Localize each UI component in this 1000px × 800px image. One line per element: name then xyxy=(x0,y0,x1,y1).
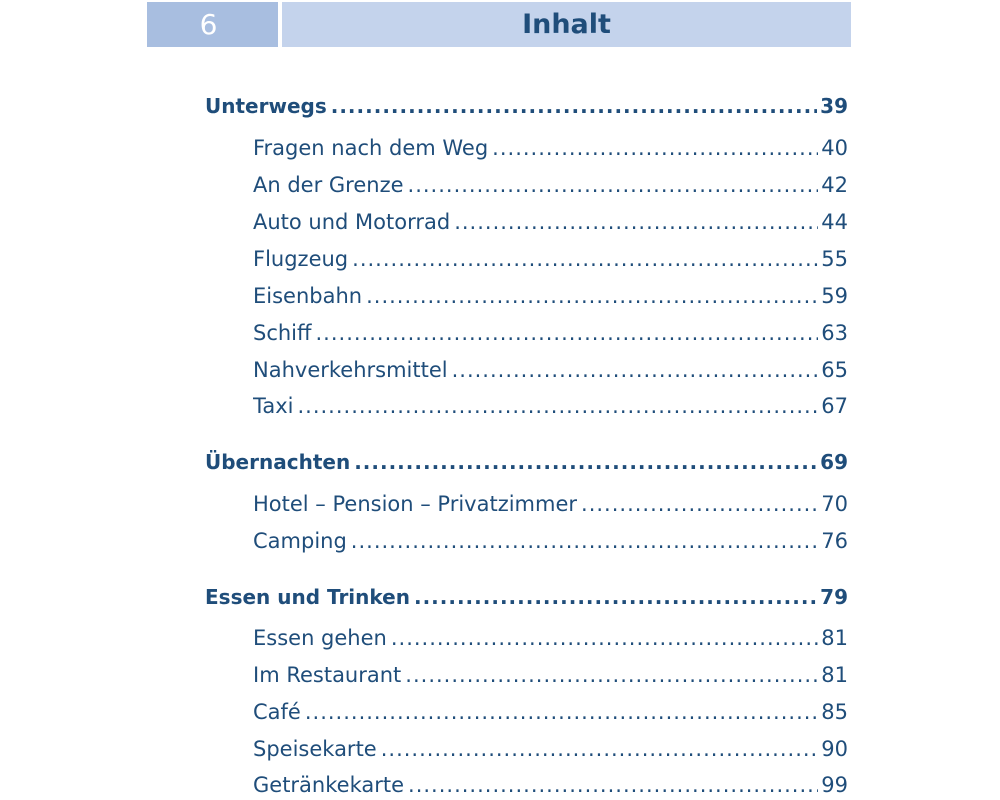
dot-leader xyxy=(408,773,818,797)
toc-entry[interactable] xyxy=(253,284,848,308)
toc-section-title: Unterwegs xyxy=(205,94,327,118)
toc-section-title: Übernachten xyxy=(205,450,351,474)
toc-entry[interactable] xyxy=(253,663,848,687)
toc-entry-page: 76 xyxy=(821,529,848,553)
toc-entry-page: 63 xyxy=(821,321,848,345)
toc-entry-label: Schiff xyxy=(253,321,312,345)
page-header xyxy=(147,2,851,47)
toc-section-unterwegs[interactable] xyxy=(205,94,848,118)
page-number-box xyxy=(147,2,278,47)
dot-leader xyxy=(305,700,818,724)
toc-entry-label: Getränkekarte xyxy=(253,773,405,797)
toc-entry-page: 99 xyxy=(821,773,848,797)
dot-leader xyxy=(408,173,819,197)
page-title-box xyxy=(282,2,851,47)
toc-entry[interactable] xyxy=(253,210,848,234)
toc-entry-page: 81 xyxy=(821,663,848,687)
toc-entry-label: Hotel – Pension – Privatzimmer xyxy=(253,492,578,516)
toc-entry-page: 67 xyxy=(821,394,848,418)
toc-entry-page: 59 xyxy=(821,284,848,308)
toc-entry[interactable] xyxy=(253,394,848,418)
toc-section-uebernachten[interactable] xyxy=(205,450,848,474)
dot-leader xyxy=(405,663,818,687)
toc-entry-page: 81 xyxy=(821,626,848,650)
page-number: 6 xyxy=(199,8,218,41)
toc-entry-page: 44 xyxy=(821,210,848,234)
dot-leader xyxy=(297,394,818,418)
toc-entry-label: Speisekarte xyxy=(253,737,377,761)
toc-section-page: 39 xyxy=(820,94,848,118)
toc-entry[interactable] xyxy=(253,529,848,553)
toc-entry-label: Nahverkehrsmittel xyxy=(253,358,448,382)
toc-entry[interactable] xyxy=(253,773,848,797)
dot-leader xyxy=(454,210,818,234)
dot-leader xyxy=(351,529,818,553)
toc-entry[interactable] xyxy=(253,247,848,271)
toc-entry-label: Taxi xyxy=(253,394,294,418)
toc-entry[interactable] xyxy=(253,492,848,516)
toc-entry-page: 42 xyxy=(821,173,848,197)
dot-leader xyxy=(414,585,817,609)
toc-entry[interactable] xyxy=(253,136,848,160)
toc-section-title: Essen und Trinken xyxy=(205,585,410,609)
toc-section-essen-und-trinken[interactable] xyxy=(205,585,848,609)
dot-leader xyxy=(331,94,817,118)
toc-entry-label: Flugzeug xyxy=(253,247,349,271)
toc-entry-page: 70 xyxy=(821,492,848,516)
toc-entry-page: 65 xyxy=(821,358,848,382)
toc-entry-label: Essen gehen xyxy=(253,626,387,650)
toc-entry-label: Camping xyxy=(253,529,347,553)
toc-entry-page: 85 xyxy=(821,700,848,724)
dot-leader xyxy=(391,626,818,650)
page-title: Inhalt xyxy=(522,9,611,40)
dot-leader xyxy=(492,136,818,160)
toc-entry[interactable] xyxy=(253,700,848,724)
toc-entry-label: Fragen nach dem Weg xyxy=(253,136,489,160)
toc-entry-label: Auto und Motorrad xyxy=(253,210,451,234)
toc-entry-label: Café xyxy=(253,700,301,724)
toc-entry-label: An der Grenze xyxy=(253,173,404,197)
toc-section-page: 79 xyxy=(820,585,848,609)
toc-entry[interactable] xyxy=(253,321,848,345)
toc-section-page: 69 xyxy=(820,450,848,474)
toc-entry[interactable] xyxy=(253,358,848,382)
toc-entry-label: Im Restaurant xyxy=(253,663,402,687)
dot-leader xyxy=(452,358,819,382)
toc-entry-page: 55 xyxy=(821,247,848,271)
dot-leader xyxy=(381,737,819,761)
dot-leader xyxy=(581,492,818,516)
toc-entry-page: 90 xyxy=(821,737,848,761)
toc-entry[interactable] xyxy=(253,737,848,761)
dot-leader xyxy=(316,321,819,345)
toc-entry-page: 40 xyxy=(821,136,848,160)
dot-leader xyxy=(352,247,818,271)
toc-entry-label: Eisenbahn xyxy=(253,284,363,308)
toc-entry[interactable] xyxy=(253,626,848,650)
dot-leader xyxy=(366,284,818,308)
dot-leader xyxy=(354,450,817,474)
toc-entry[interactable] xyxy=(253,173,848,197)
